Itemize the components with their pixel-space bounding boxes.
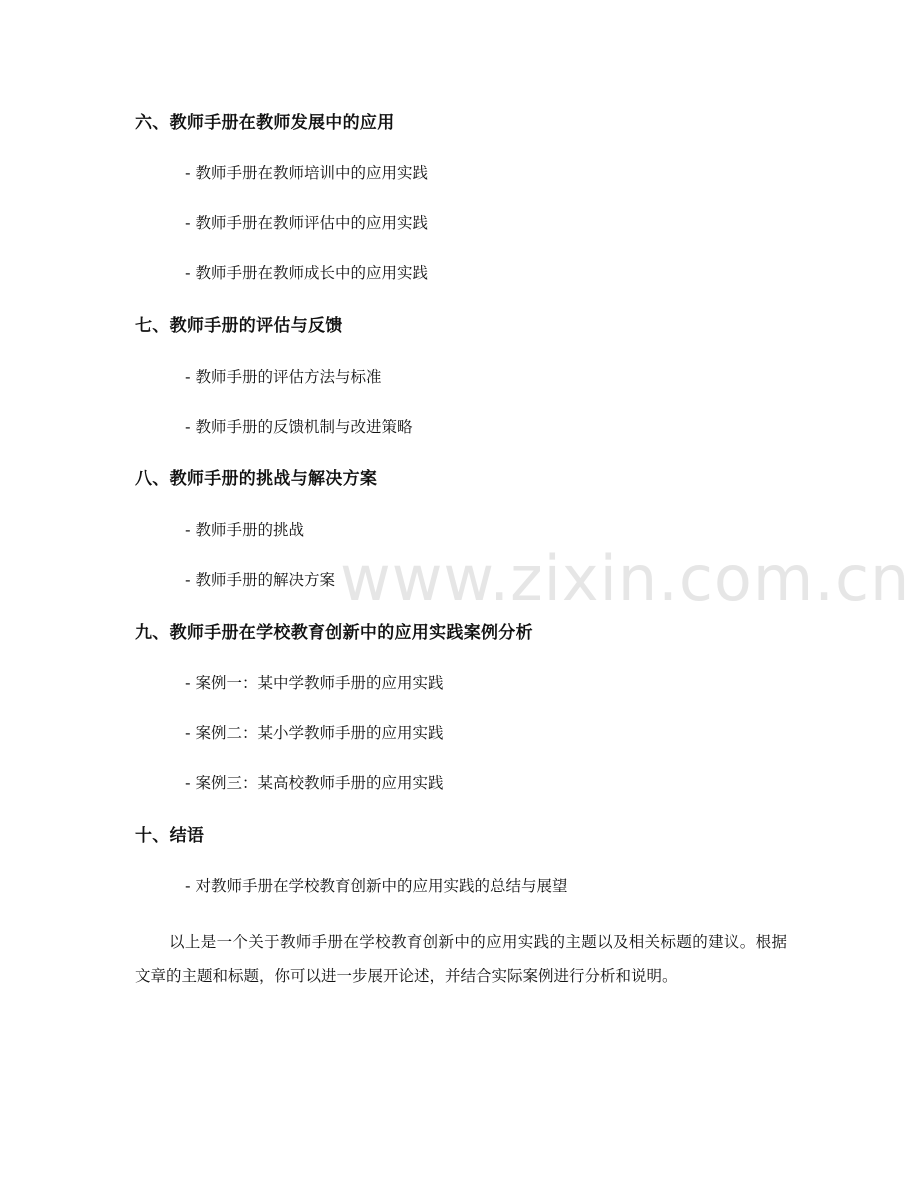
section-heading: 七、教师手册的评估与反馈 (135, 316, 343, 336)
section-heading: 八、教师手册的挑战与解决方案 (135, 469, 378, 489)
section-heading: 九、教师手册在学校教育创新中的应用实践案例分析 (135, 623, 533, 643)
section-list-item: - 教师手册在教师培训中的应用实践 (185, 164, 429, 182)
section-list-item: - 教师手册的解决方案 (185, 571, 336, 589)
section-list-item: - 教师手册的挑战 (185, 521, 305, 539)
section-heading: 六、教师手册在教师发展中的应用 (135, 113, 395, 133)
section-list-item: - 案例三：某高校教师手册的应用实践 (185, 774, 444, 792)
section-list-item: - 教师手册的反馈机制与改进策略 (185, 418, 413, 436)
section-heading: 十、结语 (135, 826, 205, 846)
watermark-text: www.zixin.com.cn (340, 542, 911, 615)
section-list-item: - 案例一：某中学教师手册的应用实践 (185, 674, 444, 692)
section-list-item: - 对教师手册在学校教育创新中的应用实践的总结与展望 (185, 877, 568, 895)
section-list-item: - 教师手册在教师评估中的应用实践 (185, 214, 429, 232)
section-list-item: - 案例二：某小学教师手册的应用实践 (185, 724, 444, 742)
section-list-item: - 教师手册的评估方法与标准 (185, 368, 382, 386)
closing-paragraph: 以上是一个关于教师手册在学校教育创新中的应用实践的主题以及相关标题的建议。根据文章的主题和标题，你可以进一步展开论述，并结合实际案例进行分析和说明。 (135, 933, 787, 985)
section-list-item: - 教师手册在教师成长中的应用实践 (185, 264, 429, 282)
